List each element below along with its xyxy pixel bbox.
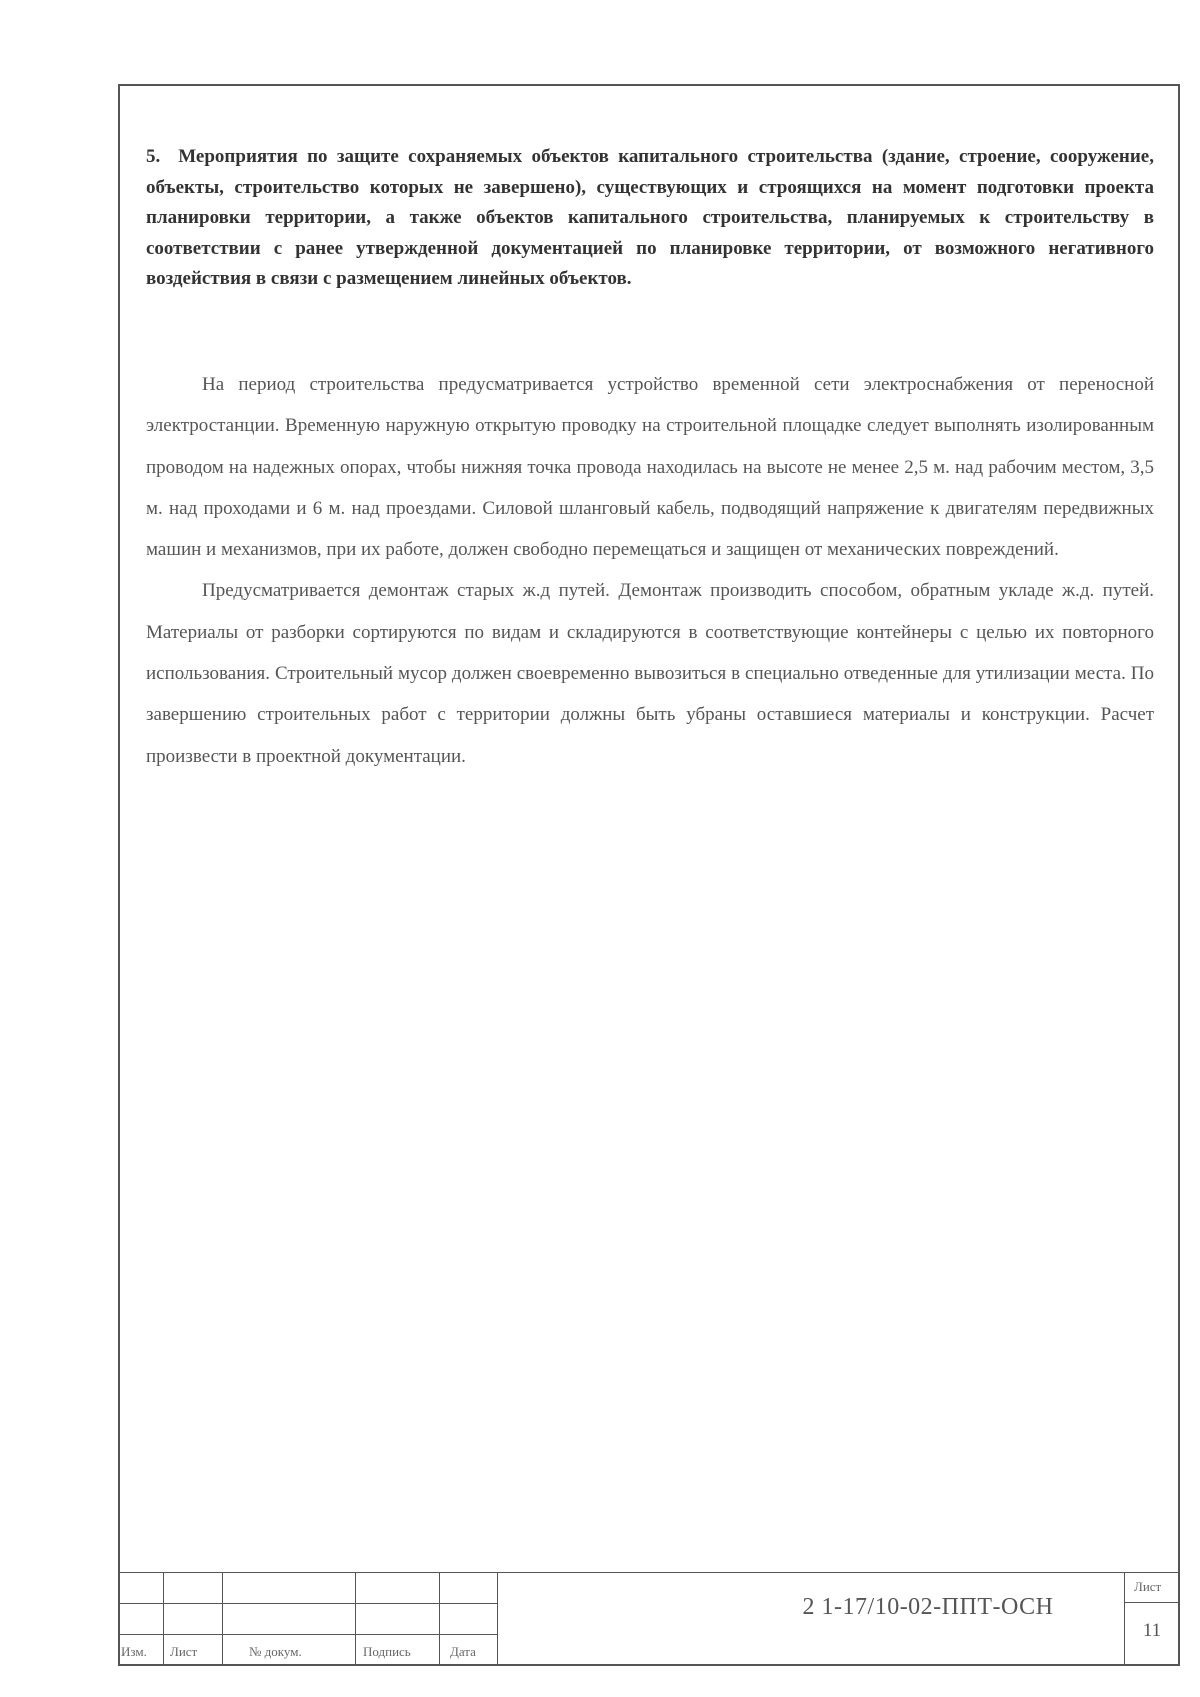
page-frame (118, 84, 1180, 1666)
section-heading (146, 142, 1154, 295)
document-code: 2 1-17/10-02-ППТ-ОСН (802, 1594, 1054, 1620)
stamp-label-signature: Подпись (363, 1644, 411, 1659)
section-title: Мероприятия по защите сохраняемых объектов капитального строительства (здание, строение, сооружение, объекты, строительство которых не завершено), существующих и строящихся на момент подготовки проекта планировки территории, а также объектов капитального строительства, планируемых к строительству в соответствии с ранее утвержденной документацией по планировке территории, от возможного негативного воздействия в связи с размещением линейных объектов. (146, 146, 1154, 289)
stamp-line (222, 1572, 223, 1666)
title-block (118, 1572, 1180, 1666)
section-number: 5. (146, 146, 161, 167)
stamp-line (497, 1572, 498, 1666)
paragraph: Предусматривается демонтаж старых ж.д путей. Демонтаж производить способом, обратным укладе ж.д. путей. Материалы от разборки сортируются по видам и складируются в соответствующие контейнеры с целью их повторного использования. Строительный мусор должен своевременно вывозиться в специально отведенные для утилизации места. По завершению строительных работ с территории должны быть убраны оставшиеся материалы и конструкции. Расчет произвести в проектной документации. (146, 580, 1154, 767)
stamp-label-doc-no: № докум. (249, 1644, 302, 1659)
stamp-line (163, 1572, 164, 1666)
stamp-line (355, 1572, 356, 1666)
stamp-label-date: Дата (450, 1644, 476, 1659)
sheet-number: 11 (1142, 1620, 1162, 1641)
stamp-label-izm: Изм. (121, 1644, 147, 1659)
stamp-line (118, 1572, 1180, 1573)
stamp-line (118, 1603, 498, 1604)
stamp-line (118, 1634, 498, 1635)
stamp-label-list: Лист (170, 1644, 198, 1659)
paragraph: На период строительства предусматривается устройство временной сети электроснабжения от переносной электростанции. Временную наружную открытую проводку на строительной площадке следует выполнять изолированным проводом на надежных опорах, чтобы нижняя точка провода находилась на высоте не менее 2,5 м. над рабочим местом, 3,5 м. над проходами и 6 м. над проездами. Силовой шланговый кабель, подводящий напряжение к двигателям передвижных машин и механизмов, при их работе, должен свободно перемещаться и защищен от механических повреждений. (146, 374, 1154, 561)
body-text (146, 364, 1154, 777)
sheet-label: Лист (1134, 1579, 1162, 1594)
stamp-line (439, 1572, 440, 1666)
